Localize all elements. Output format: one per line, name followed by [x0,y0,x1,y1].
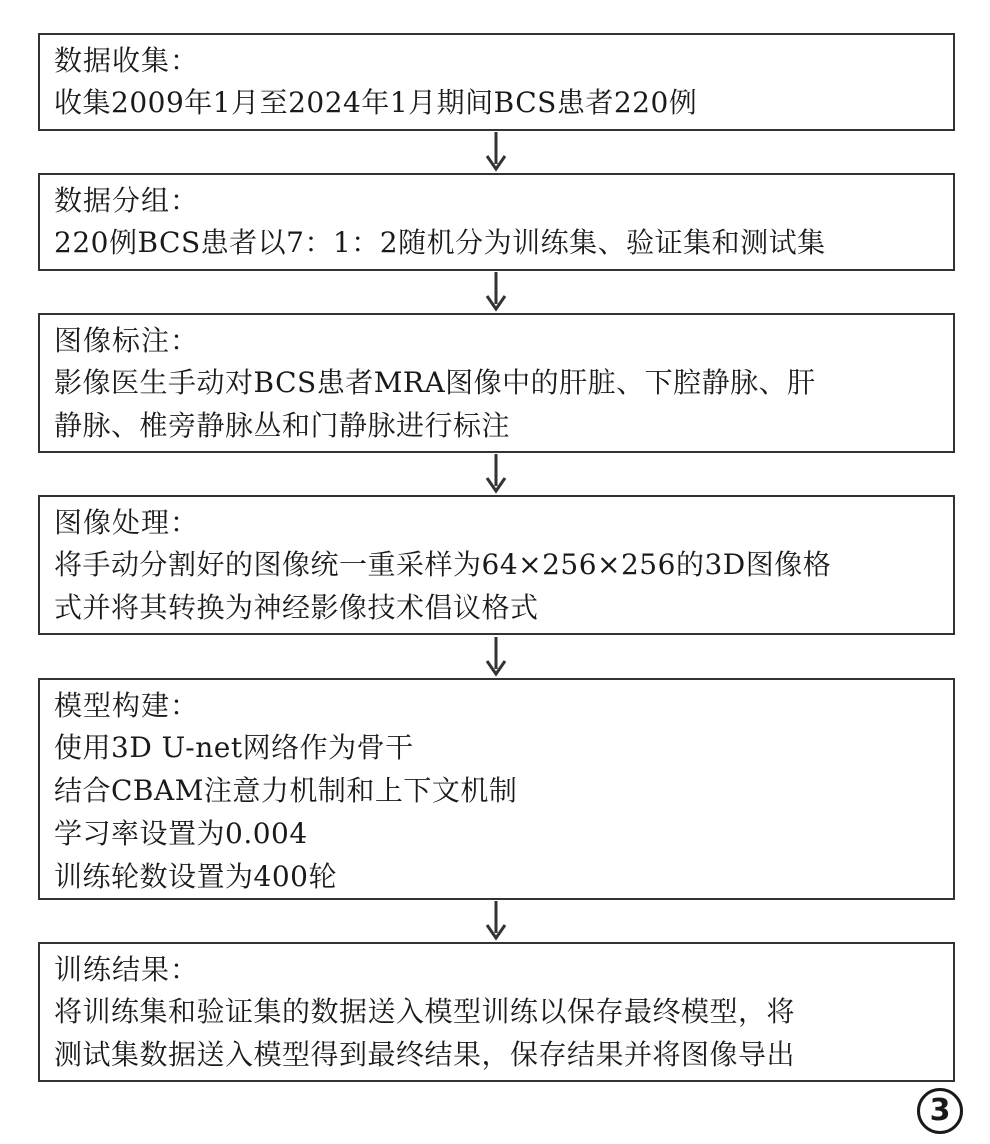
down-arrow-icon [482,132,510,172]
step-text-line: 静脉、椎旁静脉丛和门静脉进行标注 [54,409,511,442]
down-arrow-icon [482,272,510,312]
step-text-line: 收集2009年1月至2024年1月期间BCS患者220例 [54,86,698,119]
step-box-image-processing [38,495,955,635]
step-title: 数据分组： [54,184,200,217]
step-text-line: 使用3D U-net网络作为骨干 [54,731,414,764]
down-arrow-icon [482,901,510,941]
step-box-image-annotation [38,313,955,453]
step-text-line: 训练轮数设置为400轮 [54,860,337,893]
step-title: 训练结果： [54,953,200,986]
step-text-line: 式并将其转换为神经影像技术倡议格式 [54,591,539,624]
step-title: 模型构建： [54,689,200,722]
step-box-training-results [38,942,955,1082]
figure-number-badge: 3 [917,1088,963,1134]
step-text-line: 影像医生手动对BCS患者MRA图像中的肝脏、下腔静脉、肝 [54,366,816,399]
step-title: 图像标注： [54,324,200,357]
step-text-line: 将训练集和验证集的数据送入模型训练以保存最终模型，将 [54,995,796,1028]
step-box-data-collection [38,33,955,131]
step-box-model-construction [38,678,955,900]
step-box-data-grouping [38,173,955,271]
step-text-line: 220例BCS患者以7：1：2随机分为训练集、验证集和测试集 [54,226,826,259]
step-text-line: 将手动分割好的图像统一重采样为64×256×256的3D图像格 [54,548,832,581]
step-text-line: 结合CBAM注意力机制和上下文机制 [54,774,518,807]
step-text-line: 测试集数据送入模型得到最终结果，保存结果并将图像导出 [54,1038,796,1071]
step-title: 图像处理： [54,506,200,539]
down-arrow-icon [482,637,510,677]
down-arrow-icon [482,454,510,494]
step-text-line: 学习率设置为0.004 [54,817,308,850]
step-title: 数据收集： [54,44,200,77]
